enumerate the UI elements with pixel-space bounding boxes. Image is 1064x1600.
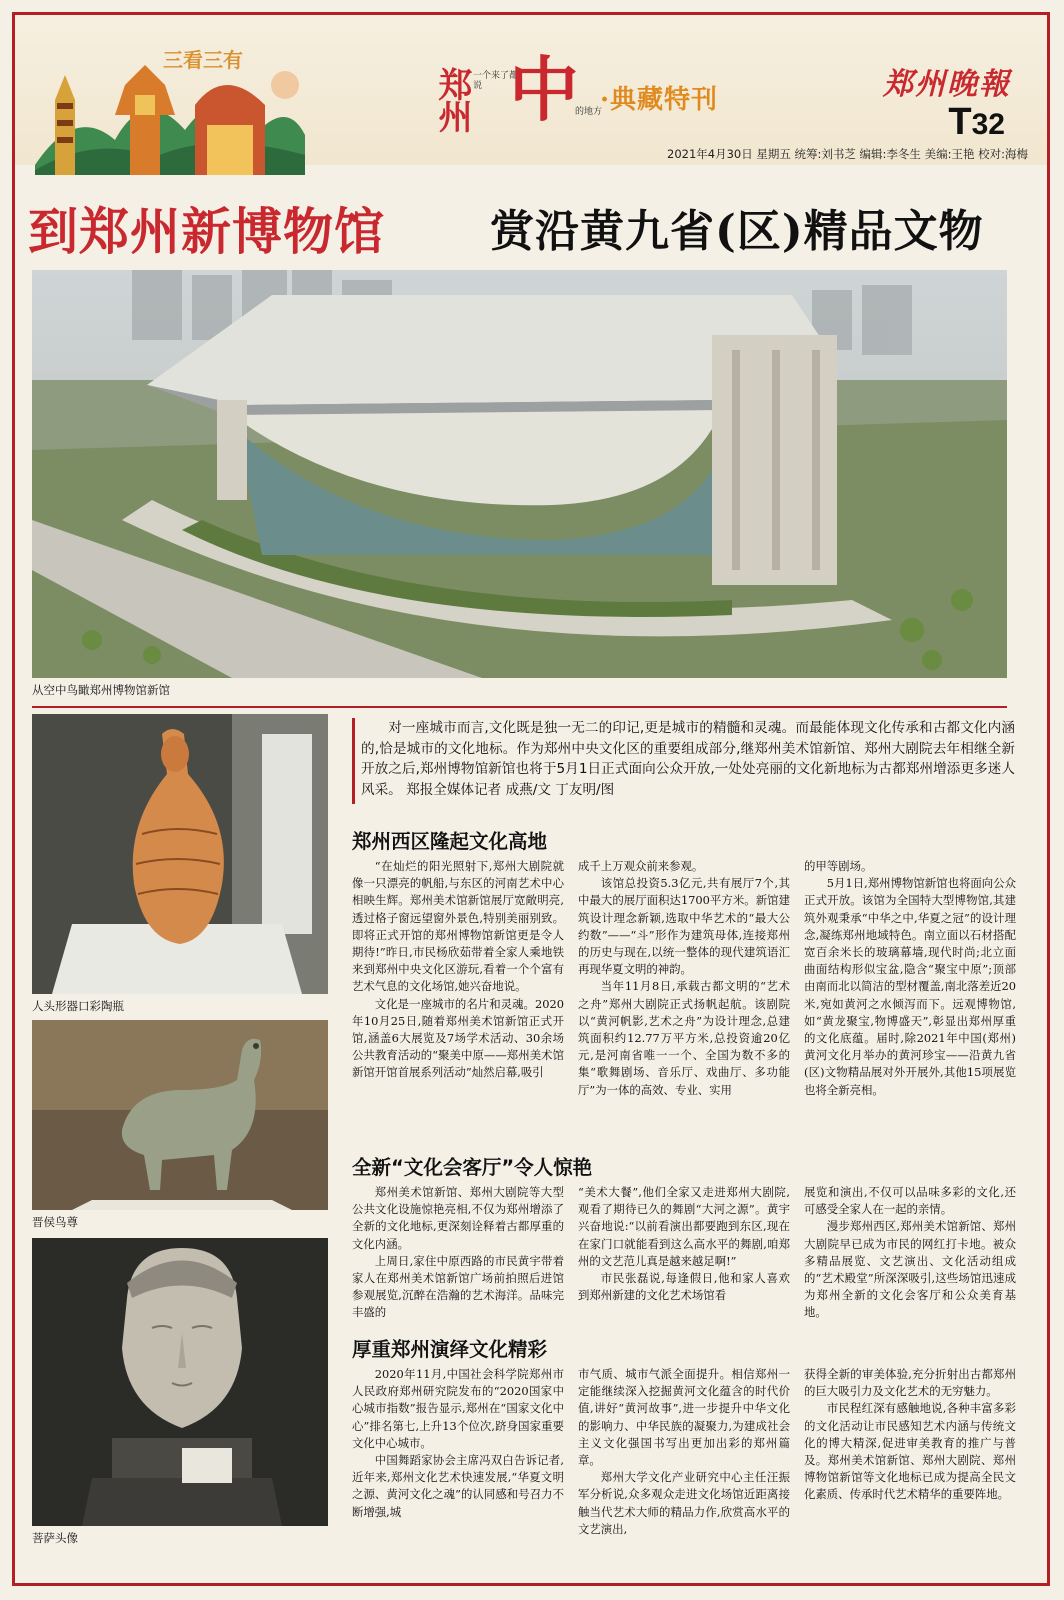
- logo-zhong: 中: [509, 48, 579, 131]
- section2-col1: [352, 1184, 564, 1322]
- paragraph: 漫步郑州西区,郑州美术馆新馆、郑州大剧院早已成为市民的网红打卡地。被众多精品展览、文艺演出、文化活动组成的“艺术殿堂”所深深吸引,这些场馆迅速成为郑州全新的文化会客厅和公众美育基地。: [804, 1219, 1016, 1320]
- paragraph: 郑州大学文化产业研究中心主任汪振军分析说,众多观众走进文化场馆近距离接触当代艺术大师的精品力作,欣赏高水平的文艺演出,: [578, 1470, 790, 1536]
- headline-black: 赏沿黄九省(区)精品文物: [490, 206, 984, 257]
- section-title-3: 厚重郑州演绎文化精彩: [352, 1338, 548, 1361]
- bird-vessel-caption: 晋侯鸟尊: [32, 1215, 78, 1229]
- paragraph: “美术大餐”,他们全家又走进郑州大剧院,观看了期待已久的舞剧“大河之源”。黄宇兴奋地说:“以前看演出都要跑到东区,现在在家门口就能看到这么高水平的舞剧,咱郑州的文艺范儿真是越来越足啊!”: [578, 1185, 790, 1268]
- paragraph: 成千上万观众前来参观。: [578, 859, 704, 873]
- paragraph: 该馆总投资5.3亿元,共有展厅7个,其中最大的展厅面积达1700平方米。新馆建筑设计理念新颖,选取中华艺术的“最大公约数”——“斗”形作为建筑母体,连接郑州的历史与现在,以统一整体的现代建筑语汇再现华夏文明的神韵。: [578, 876, 790, 977]
- pottery-vase-photo: [32, 714, 328, 994]
- special-edition-title: ·典藏特刊: [600, 85, 719, 115]
- section-title-1: 郑州西区隆起文化高地: [352, 830, 548, 853]
- section3-col3: [804, 1366, 1016, 1504]
- section3-col2: [578, 1366, 790, 1538]
- bodhisattva-head-photo: [32, 1238, 328, 1526]
- paragraph: 的甲等剧场。: [804, 859, 873, 873]
- svg-text:三看三有: 三看三有: [163, 48, 243, 72]
- bodhisattva-caption: 菩萨头像: [32, 1531, 78, 1545]
- logo-zhengzhou: 郑州: [432, 67, 472, 131]
- paragraph: 展览和演出,不仅可以品味多彩的文化,还可感受全家人在一起的亲情。: [804, 1185, 1016, 1217]
- paragraph: “在灿烂的阳光照射下,郑州大剧院就像一只漂亮的帆船,与东区的河南艺术中心相映生辉。郑州美术馆新馆展厅宽敞明亮,透过格子窗远望窗外景色,特别美丽别致。即将正式开馆的郑州博物馆新馆更是令人期待!”昨日,市民杨欣茹带着全家人乘地铁来到郑州中央文化区游玩,看着一个个富有艺术气息的文化场馆,她兴奋地说。: [352, 859, 564, 994]
- paragraph: 2020年11月,中国社会科学院郑州市人民政府郑州研究院发布的“2020国家中心城市指数”报告显示,郑州在“国家文化中心”排名第七,上升13个位次,跻身国家重要文化中心城市。: [352, 1367, 564, 1450]
- paragraph: 文化是一座城市的名片和灵魂。2020年10月25日,随着郑州美术馆新馆正式开馆,涵盖6大展览及7场学术活动、30余场公共教育活动的“聚美中原——郑州美术馆新馆开馆首展系列活动”灿然启幕,吸引: [352, 996, 564, 1080]
- page-letter: T: [948, 101, 972, 143]
- newspaper-name: 郑州晚報: [883, 67, 1011, 102]
- paragraph: 市气质、城市气派全面提升。相信郑州一定能继续深入挖掘黄河文化蕴含的时代价值,讲好“黄河故事”,进一步提升中华文化的影响力、中华民族的凝聚力,为建成社会主义文化强国书写出更加出彩的郑州篇章。: [578, 1367, 790, 1468]
- headline: [28, 192, 1028, 262]
- paragraph: 市民张磊说,每逢假日,他和家人喜欢到郑州新建的文化艺术场馆看: [578, 1271, 790, 1303]
- intro-lead: [352, 718, 1015, 804]
- vase-caption: 人头形器口彩陶瓶: [32, 999, 124, 1013]
- page-number-value: 32: [971, 108, 1005, 141]
- section-title-2: 全新“文化会客厅”令人惊艳: [352, 1156, 593, 1179]
- logo-place: 的地方: [575, 107, 603, 117]
- paragraph: 获得全新的审美体验,充分折射出古都郑州的巨大吸引力及文化艺术的无穷魅力。: [804, 1367, 1016, 1399]
- logo-tagline: 一个来了都说: [473, 71, 519, 91]
- section1-col3: [804, 858, 1016, 1099]
- section2-col2: [578, 1184, 790, 1304]
- bird-vessel-photo: [32, 1020, 328, 1210]
- section2-col3: [804, 1184, 1016, 1322]
- paragraph: 市民程红深有感触地说,各种丰富多彩的文化活动让市民感知艺术内涵与传统文化的博大精深,促进审美教育的推广与普及。郑州美术馆新馆、郑州大剧院、郑州博物馆新馆等文化地标已成为提高全民文化素质、传承时代艺术精华的重要阵地。: [804, 1401, 1016, 1502]
- section3-col1: [352, 1366, 564, 1521]
- paragraph: 郑州美术馆新馆、郑州大剧院等大型公共文化设施惊艳亮相,不仅为郑州增添了全新的文化地标,更深刻诠释着古都厚重的文化内涵。: [352, 1185, 564, 1251]
- paragraph: 当年11月8日,承载古都文明的“艺术之舟”郑州大剧院正式扬帆起航。该剧院以“黄河帆影,艺术之舟”为设计理念,总建筑面积约12.77万平方米,总投资逾20亿元,是河南省唯一一个、全国为数不多的集“歌舞剧场、音乐厅、戏曲厅、多功能厅”为一体的高效、专业、实用: [578, 979, 790, 1097]
- main-photo-caption: 从空中鸟瞰郑州博物馆新馆: [32, 683, 170, 697]
- intro-text: 对一座城市而言,文化既是独一无二的印记,更是城市的精髓和灵魂。而最能体现文化传承和古都文化内涵的,恰是城市的文化地标。作为郑州中央文化区的重要组成部分,继郑州美术馆新馆、郑州大剧院去年相继全新开放之后,郑州博物馆新馆也将于5月1日正式面向公众开放,一处处亮丽的文化新地标为古都郑州增添更多迷人风采。 郑报全媒体记者 成燕/文 丁友明/图: [361, 720, 1015, 798]
- headline-red: 到郑州新博物馆: [28, 202, 385, 261]
- section1-col1: [352, 858, 564, 1082]
- dateline: 2021年4月30日 星期五 统筹:刘书芝 编辑:李冬生 美编:王艳 校对:海梅: [667, 147, 1028, 161]
- masthead: [15, 15, 1047, 165]
- page-number: [948, 101, 1005, 144]
- museum-aerial-photo: [32, 270, 1007, 678]
- paragraph: 5月1日,郑州博物馆新馆也将面向公众正式开放。该馆为全国特大型博物馆,其建筑外观秉承“中华之中,华夏之冠”的设计理念,凝练郑州地域特色。南立面以石材搭配宽百余米长的玻璃幕墙,现代时尚;北立面曲面结构形似宝盆,隐含“聚宝中原”;顶部由南而北以简洁的型材覆盖,南北落差近20米,宛如黄河之水倾泻而下。远观博物馆,如“黄龙聚宝,物博盛天”,彰显出郑州厚重的文化底蕴。届时,除2021年中国(郑州)黄河文化月举办的黄河珍宝——沿黄九省(区)文物精品展对外开展外,其他15项展览也将全新亮相。: [804, 876, 1016, 1097]
- masthead-illustration: [35, 45, 305, 175]
- paragraph: 上周日,家住中原西路的市民黄宇带着家人在郑州美术馆新馆广场前拍照后进馆参观展览,沉醉在浩瀚的艺术海洋。品味完丰盛的: [352, 1253, 564, 1320]
- section-divider: [32, 706, 1007, 708]
- section1-col2: [578, 858, 790, 1099]
- paragraph: 中国舞蹈家协会主席冯双白告诉记者,近年来,郑州文化艺术快速发展,“华夏文明之源、黄河文化之魂”的认同感和号召力不断增强,城: [352, 1453, 564, 1519]
